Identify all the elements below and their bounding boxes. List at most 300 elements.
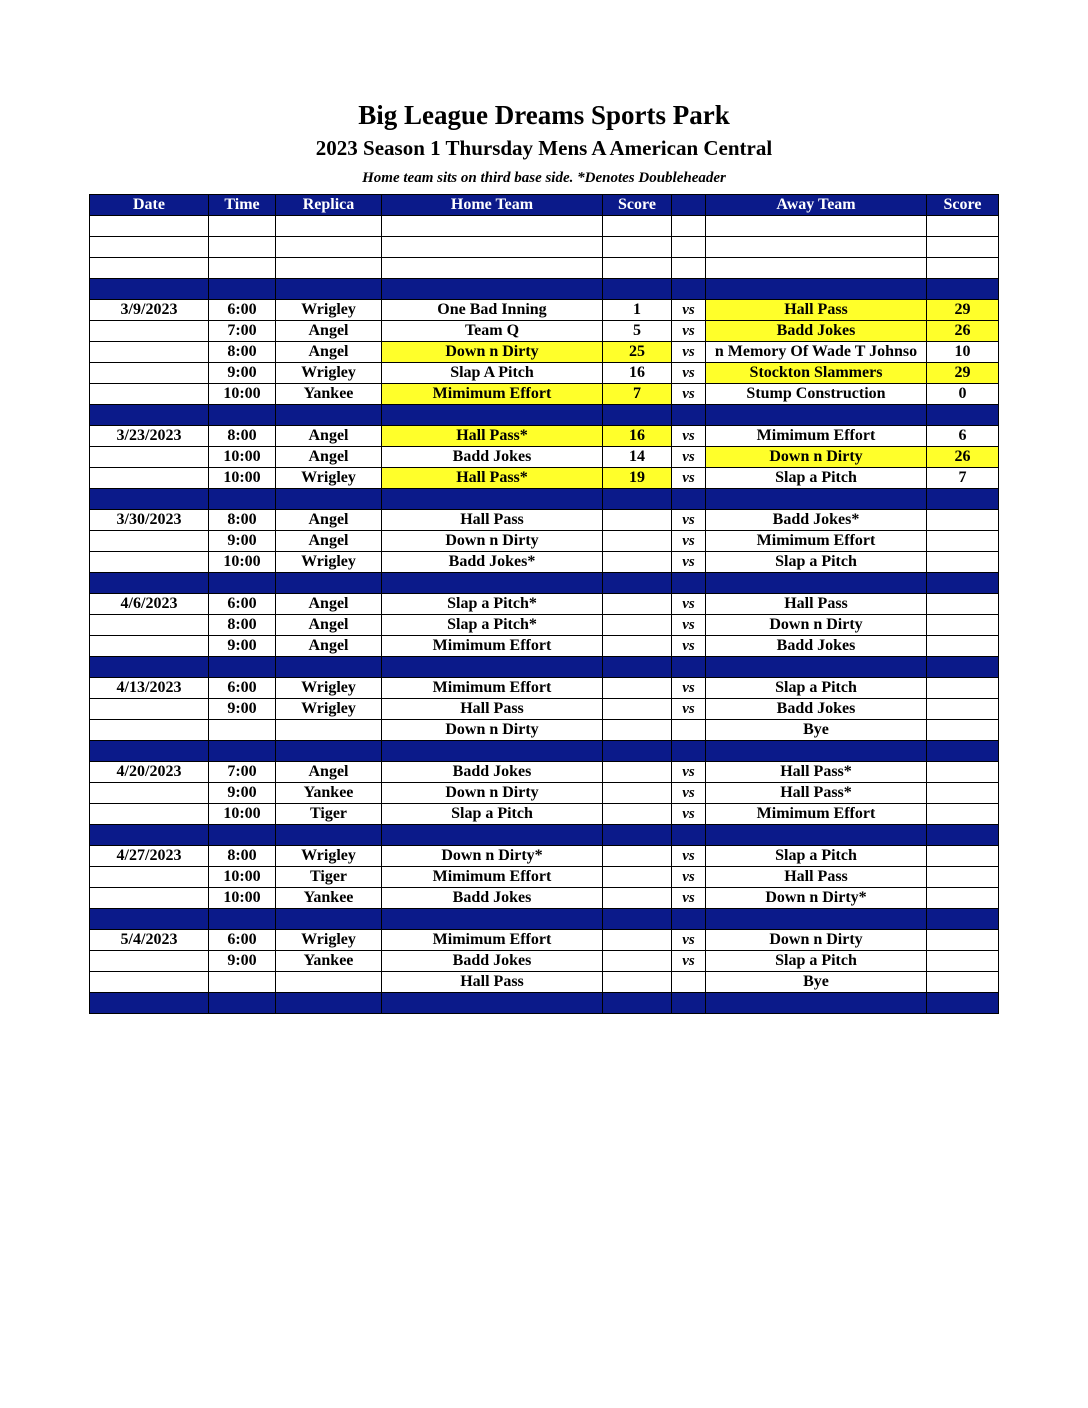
away-score-cell [927, 678, 999, 699]
replica-cell: Angel [276, 426, 382, 447]
home-score-cell: 14 [603, 447, 672, 468]
date-cell [90, 888, 209, 909]
replica-cell: Angel [276, 636, 382, 657]
away-score-cell: 7 [927, 468, 999, 489]
blank-row [90, 237, 999, 258]
week-separator-row [90, 741, 999, 762]
separator-cell [90, 741, 209, 762]
separator-cell [927, 909, 999, 930]
table-row [90, 972, 999, 993]
replica-cell [276, 216, 382, 237]
home-team-cell: Mimimum Effort [382, 678, 603, 699]
away-team-cell: Down n Dirty [706, 447, 927, 468]
separator-cell [672, 909, 706, 930]
home-score-cell [603, 699, 672, 720]
separator-cell [706, 657, 927, 678]
date-cell: 4/27/2023 [90, 846, 209, 867]
away-team-cell: Mimimum Effort [706, 426, 927, 447]
date-cell: 3/30/2023 [90, 510, 209, 531]
col-header-replica: Replica [276, 195, 382, 216]
separator-cell [706, 573, 927, 594]
date-cell [90, 321, 209, 342]
week-separator-row [90, 489, 999, 510]
time-cell [209, 258, 276, 279]
home-team-cell: Slap A Pitch [382, 363, 603, 384]
table-row [90, 510, 999, 531]
replica-cell [276, 972, 382, 993]
home-score-cell: 25 [603, 342, 672, 363]
vs-cell: vs [672, 846, 706, 867]
date-cell [90, 552, 209, 573]
home-team-cell: Slap a Pitch* [382, 594, 603, 615]
table-row [90, 636, 999, 657]
date-cell [90, 951, 209, 972]
away-score-cell [927, 636, 999, 657]
vs-cell: vs [672, 951, 706, 972]
home-score-cell [603, 678, 672, 699]
separator-cell [209, 489, 276, 510]
date-cell [90, 867, 209, 888]
separator-cell [382, 993, 603, 1014]
replica-cell: Yankee [276, 888, 382, 909]
vs-cell: vs [672, 762, 706, 783]
time-cell: 10:00 [209, 888, 276, 909]
schedule-note: Home team sits on third base side. *Denotes Doubleheader [362, 170, 726, 186]
vs-cell: vs [672, 867, 706, 888]
separator-cell [382, 573, 603, 594]
table-row [90, 930, 999, 951]
away-score-cell: 26 [927, 321, 999, 342]
separator-cell [276, 993, 382, 1014]
away-score-cell [927, 615, 999, 636]
time-cell [209, 237, 276, 258]
vs-cell: vs [672, 426, 706, 447]
away-team-cell [706, 258, 927, 279]
page-title: Big League Dreams Sports Park [358, 100, 730, 130]
home-team-cell: Hall Pass* [382, 426, 603, 447]
separator-cell [672, 825, 706, 846]
home-score-cell [603, 888, 672, 909]
vs-cell: vs [672, 594, 706, 615]
away-score-cell [927, 237, 999, 258]
separator-cell [276, 657, 382, 678]
home-team-cell: Mimimum Effort [382, 384, 603, 405]
replica-cell [276, 258, 382, 279]
separator-cell [209, 825, 276, 846]
col-header-away-team: Away Team [706, 195, 927, 216]
week-separator-row [90, 825, 999, 846]
home-team-cell: Mimimum Effort [382, 636, 603, 657]
away-team-cell: Hall Pass [706, 867, 927, 888]
week-separator-row [90, 657, 999, 678]
week-separator-row [90, 405, 999, 426]
away-score-cell [927, 258, 999, 279]
time-cell: 9:00 [209, 636, 276, 657]
vs-cell [672, 237, 706, 258]
away-team-cell: Slap a Pitch [706, 678, 927, 699]
away-team-cell: Slap a Pitch [706, 951, 927, 972]
home-team-cell: Hall Pass* [382, 468, 603, 489]
away-team-cell: Badd Jokes [706, 636, 927, 657]
away-team-cell: Slap a Pitch [706, 846, 927, 867]
date-cell: 4/20/2023 [90, 762, 209, 783]
home-score-cell: 16 [603, 426, 672, 447]
time-cell: 10:00 [209, 552, 276, 573]
home-score-cell [603, 594, 672, 615]
home-team-cell: Mimimum Effort [382, 867, 603, 888]
home-score-cell [603, 552, 672, 573]
vs-cell: vs [672, 321, 706, 342]
date-cell: 3/23/2023 [90, 426, 209, 447]
separator-cell [672, 741, 706, 762]
vs-cell: vs [672, 300, 706, 321]
separator-cell [672, 279, 706, 300]
replica-cell [276, 237, 382, 258]
separator-cell [927, 825, 999, 846]
separator-cell [382, 909, 603, 930]
separator-cell [90, 909, 209, 930]
vs-cell: vs [672, 783, 706, 804]
replica-cell [276, 720, 382, 741]
away-score-cell [927, 867, 999, 888]
separator-cell [603, 657, 672, 678]
separator-cell [90, 489, 209, 510]
replica-cell: Angel [276, 615, 382, 636]
away-score-cell [927, 846, 999, 867]
table-row [90, 804, 999, 825]
vs-cell [672, 216, 706, 237]
table-row [90, 951, 999, 972]
away-score-cell [927, 888, 999, 909]
time-cell: 10:00 [209, 867, 276, 888]
home-team-cell: Down n Dirty [382, 342, 603, 363]
separator-cell [90, 993, 209, 1014]
table-row [90, 300, 999, 321]
home-team-cell: Down n Dirty [382, 531, 603, 552]
separator-cell [276, 279, 382, 300]
table-row [90, 720, 999, 741]
date-cell [90, 216, 209, 237]
separator-cell [672, 657, 706, 678]
home-score-cell [603, 951, 672, 972]
home-team-cell: Slap a Pitch* [382, 615, 603, 636]
col-header-home-team: Home Team [382, 195, 603, 216]
replica-cell: Wrigley [276, 699, 382, 720]
home-team-cell [382, 216, 603, 237]
time-cell: 8:00 [209, 510, 276, 531]
table-row [90, 552, 999, 573]
home-team-cell [382, 237, 603, 258]
home-team-cell: Down n Dirty* [382, 846, 603, 867]
replica-cell: Angel [276, 762, 382, 783]
away-team-cell: Stump Construction [706, 384, 927, 405]
vs-cell: vs [672, 510, 706, 531]
separator-cell [276, 573, 382, 594]
date-cell [90, 804, 209, 825]
away-score-cell: 26 [927, 447, 999, 468]
week-separator-row [90, 279, 999, 300]
separator-cell [209, 405, 276, 426]
home-team-cell: Hall Pass [382, 972, 603, 993]
vs-cell: vs [672, 636, 706, 657]
separator-cell [276, 741, 382, 762]
date-cell: 5/4/2023 [90, 930, 209, 951]
separator-cell [706, 279, 927, 300]
time-cell: 9:00 [209, 531, 276, 552]
replica-cell: Wrigley [276, 846, 382, 867]
home-team-cell: Down n Dirty [382, 720, 603, 741]
away-score-cell: 0 [927, 384, 999, 405]
date-cell [90, 972, 209, 993]
separator-cell [90, 825, 209, 846]
date-cell: 4/6/2023 [90, 594, 209, 615]
blank-row [90, 258, 999, 279]
home-score-cell: 7 [603, 384, 672, 405]
table-row [90, 531, 999, 552]
away-score-cell [927, 510, 999, 531]
away-score-cell [927, 783, 999, 804]
table-row [90, 594, 999, 615]
separator-cell [209, 573, 276, 594]
date-cell: 4/13/2023 [90, 678, 209, 699]
table-row [90, 867, 999, 888]
table-row [90, 615, 999, 636]
time-cell [209, 216, 276, 237]
table-row [90, 384, 999, 405]
separator-cell [672, 489, 706, 510]
away-score-cell [927, 552, 999, 573]
away-score-cell: 29 [927, 363, 999, 384]
time-cell: 9:00 [209, 699, 276, 720]
separator-cell [209, 993, 276, 1014]
separator-cell [603, 741, 672, 762]
separator-cell [603, 489, 672, 510]
home-score-cell [603, 867, 672, 888]
replica-cell: Angel [276, 447, 382, 468]
date-cell [90, 720, 209, 741]
away-team-cell: Hall Pass* [706, 783, 927, 804]
schedule-table [89, 194, 999, 1014]
time-cell: 9:00 [209, 951, 276, 972]
separator-cell [382, 825, 603, 846]
time-cell: 7:00 [209, 321, 276, 342]
vs-cell: vs [672, 342, 706, 363]
replica-cell: Angel [276, 531, 382, 552]
table-row [90, 426, 999, 447]
home-team-cell: Mimimum Effort [382, 930, 603, 951]
table-row [90, 678, 999, 699]
col-header-away-score: Score [927, 195, 999, 216]
separator-cell [209, 741, 276, 762]
vs-cell: vs [672, 363, 706, 384]
home-team-cell: Badd Jokes* [382, 552, 603, 573]
home-score-cell [603, 846, 672, 867]
separator-cell [209, 909, 276, 930]
date-cell [90, 468, 209, 489]
away-team-cell: Down n Dirty [706, 615, 927, 636]
away-score-cell [927, 804, 999, 825]
separator-cell [706, 993, 927, 1014]
separator-cell [927, 489, 999, 510]
away-team-cell: Stockton Slammers [706, 363, 927, 384]
away-team-cell: Mimimum Effort [706, 531, 927, 552]
away-score-cell [927, 699, 999, 720]
date-cell [90, 615, 209, 636]
vs-cell: vs [672, 384, 706, 405]
away-score-cell: 29 [927, 300, 999, 321]
away-team-cell: Hall Pass* [706, 762, 927, 783]
away-team-cell: Hall Pass [706, 300, 927, 321]
replica-cell: Angel [276, 321, 382, 342]
separator-cell [276, 489, 382, 510]
away-team-cell: n Memory Of Wade T Johnso [706, 342, 927, 363]
date-cell [90, 447, 209, 468]
col-header-date: Date [90, 195, 209, 216]
replica-cell: Wrigley [276, 363, 382, 384]
away-team-cell: Badd Jokes [706, 699, 927, 720]
replica-cell: Yankee [276, 384, 382, 405]
separator-cell [706, 489, 927, 510]
date-cell: 3/9/2023 [90, 300, 209, 321]
separator-cell [706, 909, 927, 930]
vs-cell [672, 720, 706, 741]
replica-cell: Wrigley [276, 552, 382, 573]
separator-cell [603, 993, 672, 1014]
home-team-cell: One Bad Inning [382, 300, 603, 321]
separator-cell [672, 405, 706, 426]
away-score-cell [927, 720, 999, 741]
date-cell [90, 384, 209, 405]
away-score-cell [927, 972, 999, 993]
table-row [90, 363, 999, 384]
replica-cell: Wrigley [276, 468, 382, 489]
away-team-cell: Bye [706, 720, 927, 741]
vs-cell [672, 258, 706, 279]
home-score-cell: 5 [603, 321, 672, 342]
away-team-cell: Down n Dirty [706, 930, 927, 951]
vs-cell: vs [672, 531, 706, 552]
table-row [90, 321, 999, 342]
home-team-cell: Slap a Pitch [382, 804, 603, 825]
replica-cell: Wrigley [276, 930, 382, 951]
away-score-cell: 6 [927, 426, 999, 447]
table-row [90, 468, 999, 489]
time-cell: 9:00 [209, 783, 276, 804]
home-score-cell [603, 783, 672, 804]
home-team-cell: Badd Jokes [382, 447, 603, 468]
separator-cell [603, 279, 672, 300]
away-team-cell: Hall Pass [706, 594, 927, 615]
col-header-time: Time [209, 195, 276, 216]
separator-cell [276, 405, 382, 426]
separator-cell [382, 489, 603, 510]
time-cell: 10:00 [209, 804, 276, 825]
separator-cell [706, 825, 927, 846]
table-row [90, 783, 999, 804]
away-score-cell [927, 216, 999, 237]
separator-cell [927, 405, 999, 426]
separator-cell [672, 993, 706, 1014]
table-row [90, 699, 999, 720]
date-cell [90, 636, 209, 657]
date-cell [90, 342, 209, 363]
week-separator-row [90, 909, 999, 930]
table-row [90, 888, 999, 909]
away-score-cell [927, 951, 999, 972]
table-row [90, 762, 999, 783]
separator-cell [927, 741, 999, 762]
separator-cell [603, 825, 672, 846]
replica-cell: Tiger [276, 867, 382, 888]
col-header-home-score: Score [603, 195, 672, 216]
vs-cell: vs [672, 468, 706, 489]
home-score-cell [603, 258, 672, 279]
home-score-cell: 19 [603, 468, 672, 489]
separator-cell [276, 825, 382, 846]
home-team-cell: Down n Dirty [382, 783, 603, 804]
separator-cell [90, 657, 209, 678]
away-team-cell: Slap a Pitch [706, 468, 927, 489]
home-score-cell [603, 720, 672, 741]
separator-cell [90, 405, 209, 426]
separator-cell [927, 657, 999, 678]
separator-cell [90, 279, 209, 300]
week-separator-row [90, 573, 999, 594]
date-cell [90, 531, 209, 552]
home-team-cell: Badd Jokes [382, 888, 603, 909]
time-cell: 8:00 [209, 615, 276, 636]
separator-cell [672, 573, 706, 594]
table-header-row [90, 195, 999, 216]
home-score-cell [603, 762, 672, 783]
date-cell [90, 258, 209, 279]
date-cell [90, 363, 209, 384]
separator-cell [706, 741, 927, 762]
separator-cell [382, 741, 603, 762]
col-header-vs [672, 195, 706, 216]
date-cell [90, 237, 209, 258]
away-team-cell: Badd Jokes* [706, 510, 927, 531]
replica-cell: Wrigley [276, 678, 382, 699]
away-team-cell: Slap a Pitch [706, 552, 927, 573]
home-team-cell: Badd Jokes [382, 762, 603, 783]
replica-cell: Angel [276, 510, 382, 531]
home-score-cell [603, 615, 672, 636]
time-cell [209, 720, 276, 741]
away-team-cell [706, 216, 927, 237]
table-row [90, 342, 999, 363]
time-cell: 6:00 [209, 300, 276, 321]
home-score-cell [603, 216, 672, 237]
away-team-cell: Down n Dirty* [706, 888, 927, 909]
home-score-cell [603, 804, 672, 825]
away-team-cell [706, 237, 927, 258]
separator-cell [276, 909, 382, 930]
date-cell [90, 699, 209, 720]
away-team-cell: Badd Jokes [706, 321, 927, 342]
away-team-cell: Mimimum Effort [706, 804, 927, 825]
vs-cell: vs [672, 804, 706, 825]
vs-cell: vs [672, 678, 706, 699]
away-score-cell [927, 930, 999, 951]
separator-cell [90, 573, 209, 594]
separator-cell [603, 573, 672, 594]
away-score-cell [927, 594, 999, 615]
vs-cell: vs [672, 615, 706, 636]
time-cell: 8:00 [209, 426, 276, 447]
replica-cell: Angel [276, 594, 382, 615]
replica-cell: Angel [276, 342, 382, 363]
